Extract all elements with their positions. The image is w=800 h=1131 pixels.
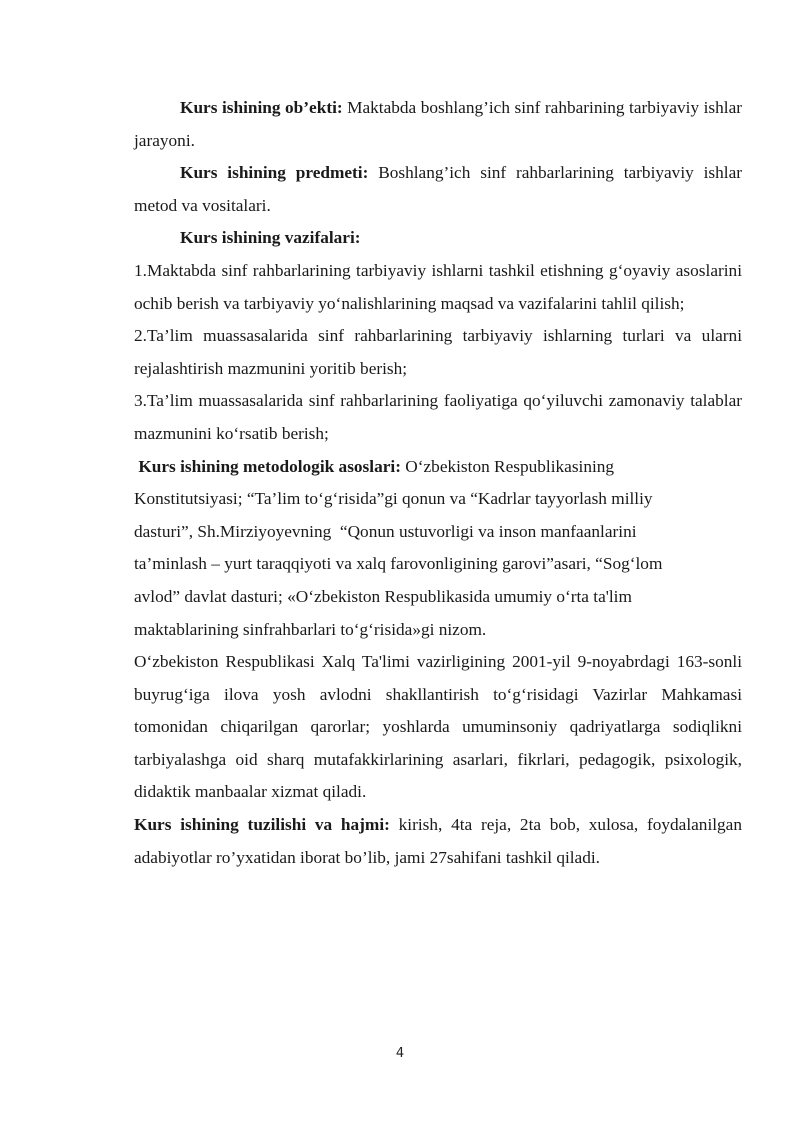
methodology-line-2: dasturi”, Sh.Mirziyoyevning “Qonun ustuvorligi va inson manfaanlarini — [134, 521, 637, 541]
methodology-line-0: O‘zbekiston Respublikasining — [400, 456, 615, 476]
object-label: Kurs ishining ob’ekti: — [180, 98, 343, 117]
subject-text: Boshlang’ich sinf rahbarlarining tarbiyaviy ishlar metod va vositalari. — [134, 163, 742, 215]
page-body — [134, 92, 742, 874]
methodology-line-5: maktablarining sinfrahbarlari to‘g‘risida»gi nizom. — [134, 619, 487, 639]
list-item: 2.Ta’lim muassasalarida sinf rahbarlarining tarbiyaviy ishlarning turlari va ularni rejalashtirish mazmunini yoritib berish; — [134, 326, 742, 378]
object-text: Maktabda boshlang’ich sinf rahbarining tarbiyaviy ishlar jarayoni. — [134, 98, 742, 150]
tasks-label: Kurs ishining vazifalari: — [180, 228, 361, 248]
structure-paragraph — [134, 809, 742, 874]
methodology-line — [134, 451, 742, 484]
tasks-heading-paragraph — [134, 222, 742, 255]
subject-label: Kurs ishining predmeti: — [180, 163, 369, 183]
subject-paragraph — [134, 157, 742, 222]
methodology-line-3: ta’minlash – yurt taraqqiyoti va xalq farovonligining garovi”asari, “Sog‘lom — [134, 554, 663, 574]
methodology-line-4: avlod” davlat dasturi; «O‘zbekiston Respublikasida umumiy o‘rta ta'lim — [134, 586, 632, 606]
list-item: 1.Maktabda sinf rahbarlarining tarbiyaviy ishlarni tashkil etishning g‘oyaviy asoslarini ochib berish va tarbiyaviy yo‘nalishlarining maqsad va vazifalarini tahlil qilish; — [134, 260, 742, 313]
structure-text: kirish, 4ta reja, 2ta bob, xulosa, foydalanilgan adabiyotlar ro’yxatidan iborat bo’lib, jami 27sahifani tashkil qiladi. — [134, 815, 742, 867]
object-paragraph — [134, 92, 742, 157]
structure-label: Kurs ishining tuzilishi va hajmi: — [134, 815, 390, 835]
methodology-paragraph — [134, 451, 742, 647]
methodology-label: Kurs ishining metodologik asoslari: — [138, 456, 401, 476]
list-item: 3.Ta’lim muassasalarida sinf rahbarlarining faoliyatiga qo‘yiluvchi zamonaviy talablar mazmunini ko‘rsatib berish; — [134, 391, 742, 443]
methodology-continuation: O‘zbekiston Respublikasi Xalq Ta'limi vazirligining 2001-yil 9-noyabrdagi 163-sonli buyrug‘iga ilova yosh avlodni shakllantirish to‘g‘risidagi Vazirlar Mahkamasi tomonidan chiqarilgan qarorlar; yoshlarda umuminsoniy qadriyatlarga sodiqlikni tarbiyalashga oid sharq mutafakkirlarining asarlari, fikrlari, pedagogik, psixologik, didaktik manbaalar xizmat qiladi. — [134, 652, 742, 802]
methodology-line-1: Konstitutsiyasi; “Ta’lim to‘g‘risida”gi qonun va “Kadrlar tayyorlash milliy — [134, 489, 653, 509]
page-number: 4 — [395, 1046, 405, 1061]
